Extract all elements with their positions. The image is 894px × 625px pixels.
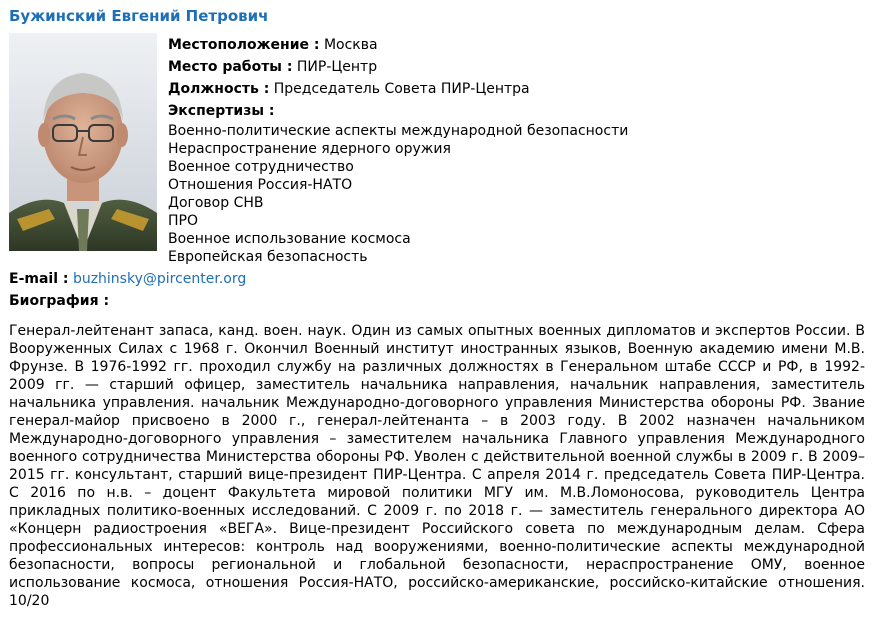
expertise-item: Европейская безопасность <box>168 249 368 265</box>
expertise-item: Военно-политические аспекты международной безопасности <box>168 123 629 139</box>
email-label: E-mail : <box>9 271 69 287</box>
profile-info <box>168 34 868 266</box>
expertise-item: Отношения Россия-НАТО <box>168 177 353 193</box>
location-value: Москва <box>323 37 378 53</box>
person-name: Бужинский Евгений Петрович <box>9 7 269 25</box>
email-link[interactable]: buzhinsky@pircenter.org <box>72 271 247 287</box>
biography-heading: Биография : <box>9 293 110 309</box>
workplace-value: ПИР-Центр <box>296 59 378 75</box>
expertise-list <box>168 122 868 266</box>
expertise-item: ПРО <box>168 213 198 229</box>
expertise-heading <box>168 100 868 122</box>
email-row <box>9 268 246 290</box>
position-label: Должность : <box>168 81 270 97</box>
workplace-row <box>168 56 868 78</box>
position-value: Председатель Совета ПИР-Центра <box>273 81 530 97</box>
expertise-item: Договор СНВ <box>168 195 264 211</box>
position-row <box>168 78 868 100</box>
expertise-item: Военное использование космоса <box>168 231 411 247</box>
expertise-item: Нераспространение ядерного оружия <box>168 141 451 157</box>
person-photo <box>9 33 157 251</box>
workplace-label: Место работы : <box>168 59 293 75</box>
expertise-item: Военное сотрудничество <box>168 159 354 175</box>
expertise-label: Экспертизы : <box>168 103 275 119</box>
location-label: Местоположение : <box>168 37 320 53</box>
location-row <box>168 34 868 56</box>
biography-text: Генерал-лейтенант запаса, канд. воен. наук. Один из самых опытных военных дипломатов и экспертов России. В Вооруженных Силах с 1968 г. Окончил Военный институт иностранных языков, Военную академию имени М.В. Фрунзе. В 1976-1992 гг. проходил службу на различных должностях в Генеральном штабе СССР и РФ, в 1992-2009 гг. — старший офицер, заместитель начальника направления, начальник направления, заместитель начальника управления. начальник Международно-договорного управления Министерства обороны РФ. Звание генерал-майор присвоено в 2000 г., генерал-лейтенанта – в 2003 году. В 2002 назначен начальником Международно-договорного управления – заместителем начальника Главного управления Международного военного сотрудничества Министерства обороны РФ. Уволен с действительной военной службы в 2009 г. В 2009–2015 гг. консультант, старший вице-президент ПИР-Центра. С апреля 2014 г. председатель Совета ПИР-Центра. С 2016 по н.в. – доцент Факультета мировой политики МГУ им. М.В.Ломоносова, руководитель Центра прикладных политико-военных исследований. С 2009 г. по 2018 г. — заместитель генерального директора АО «Концерн радиостроения «ВЕГА». Вице-президент Российского совета по международным делам. Сфера профессиональных интересов: контроль над вооружениями, военно-политические аспекты международной безопасности, вопросы региональной и глобальной безопасности, нераспространение ОМУ, военное использование космоса, отношения Россия-НАТО, российско-американские, российско-китайские отношения. 10/20 <box>9 323 865 609</box>
